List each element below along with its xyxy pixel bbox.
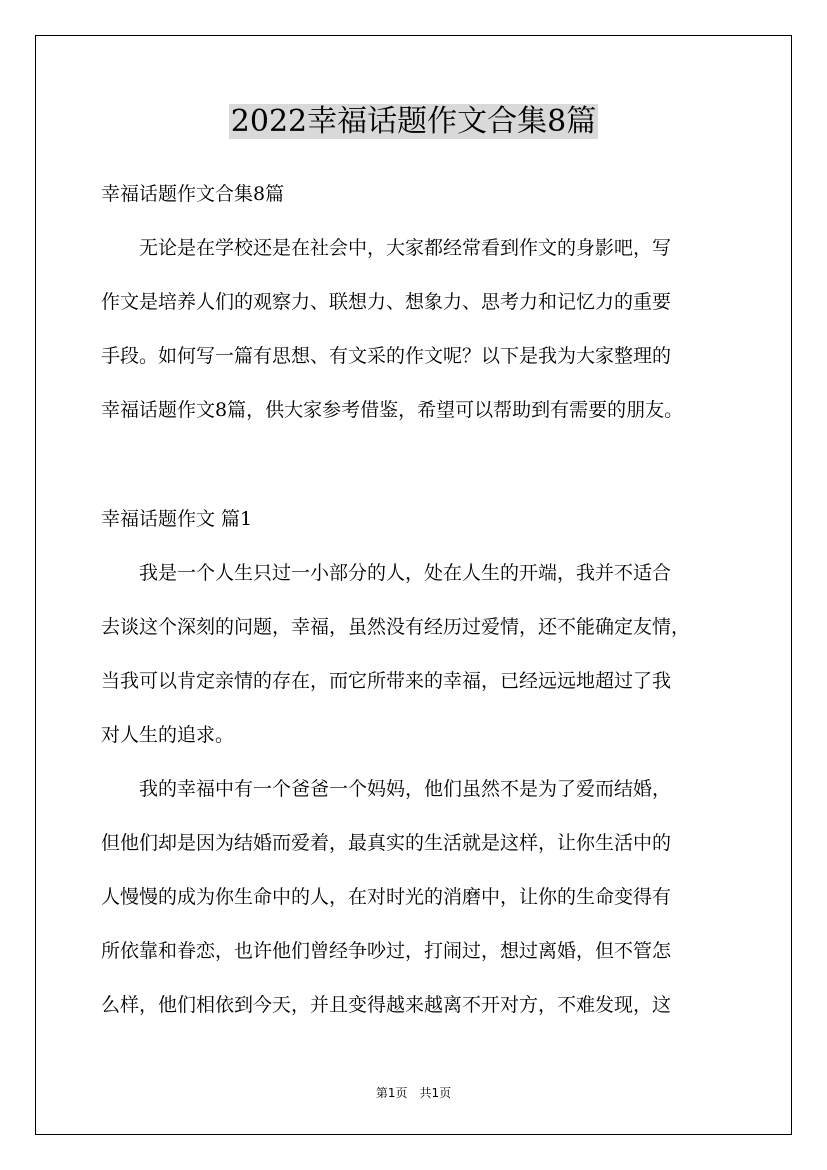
text-line: 我的幸福中有一个爸爸一个妈妈，他们虽然不是为了爱而结婚， <box>101 778 672 800</box>
document-title-text: 2022幸福话题作文合集8篇 <box>230 104 597 139</box>
text-line: 作文是培养人们的观察力、联想力、想象力、思考力和记忆力的重要 <box>101 291 672 313</box>
section-heading: 幸福话题作文 篇1 <box>101 508 253 530</box>
text-line: 但他们却是因为结婚而爱着，最真实的生活就是这样，让你生活中的 <box>101 832 672 854</box>
text-line: 去谈这个深刻的问题，幸福，虽然没有经历过爱情，还不能确定友情， <box>101 616 691 638</box>
text-line: 无论是在学校还是在社会中，大家都经常看到作文的身影吧，写 <box>101 237 672 259</box>
text-line: 我是一个人生只过一小部分的人，处在人生的开端，我并不适合 <box>101 562 672 584</box>
section-heading: 幸福话题作文合集8篇 <box>101 183 285 205</box>
text-line: 么样，他们相依到今天，并且变得越来越离不开对方，不难发现，这 <box>101 994 672 1016</box>
page-footer: 第1页 共1页 <box>375 1086 452 1100</box>
text-line: 人慢慢的成为你生命中的人，在对时光的消磨中，让你的生命变得有 <box>101 886 672 908</box>
text-line: 当我可以肯定亲情的存在，而它所带来的幸福，已经远远地超过了我 <box>101 670 672 692</box>
text-line: 幸福话题作文8篇，供大家参考借鉴，希望可以帮助到有需要的朋友。 <box>101 399 684 421</box>
text-line: 所依靠和眷恋，也许他们曾经争吵过，打闹过，想过离婚，但不管怎 <box>101 940 672 962</box>
text-line: 对人生的追求。 <box>101 724 235 746</box>
document-title <box>0 100 827 144</box>
text-line: 手段。如何写一篇有思想、有文采的作文呢？以下是我为大家整理的 <box>101 345 672 367</box>
